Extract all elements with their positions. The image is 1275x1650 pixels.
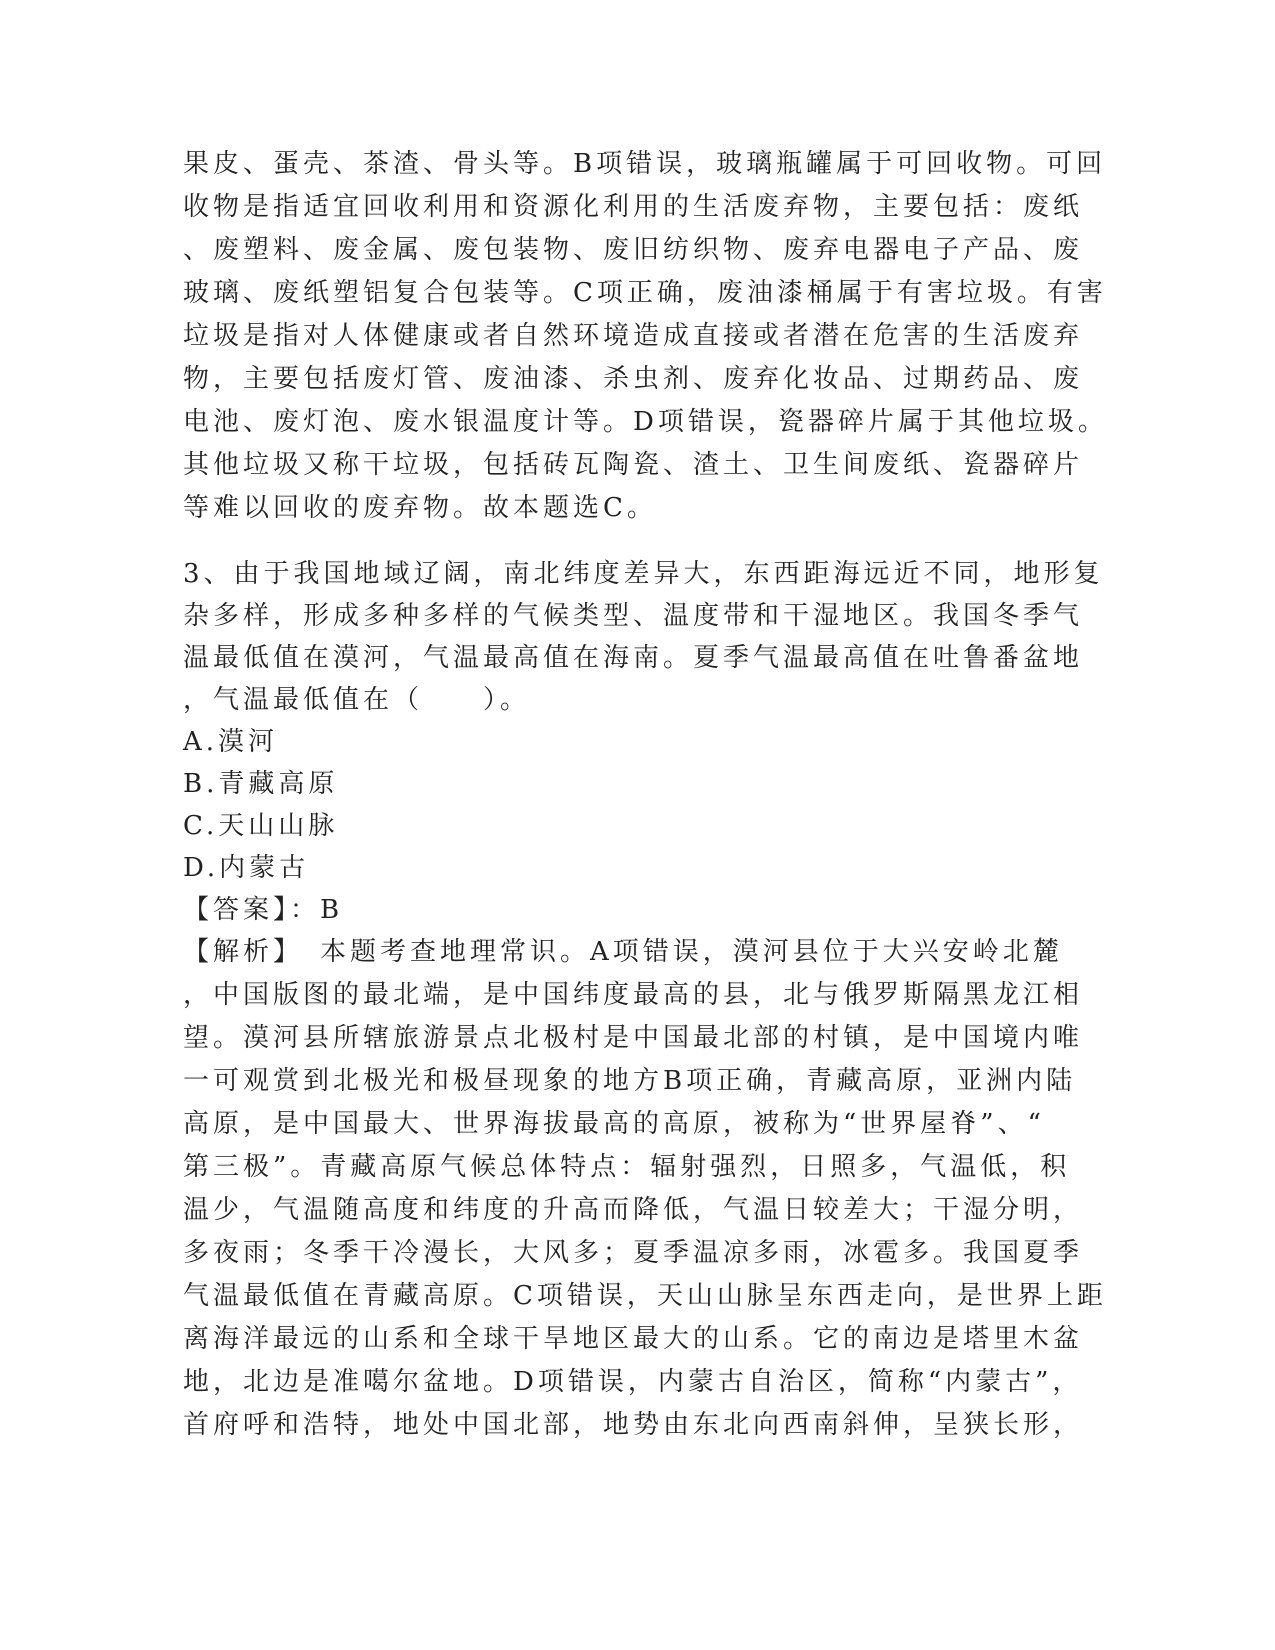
- text-line: 温少，气温随高度和纬度的升高而降低，气温日较差大；干湿分明，: [183, 1195, 1084, 1225]
- text-line: 垃圾是指对人体健康或者自然环境造成直接或者潜在危害的生活废弃: [183, 321, 1084, 351]
- question-options: [183, 721, 1043, 889]
- text-line: 温最低值在漠河，气温最高值在海南。夏季气温最高值在吐鲁番盆地: [183, 643, 1084, 673]
- question-3: [183, 553, 1107, 1447]
- text-line: ，中国版图的最北端，是中国纬度最高的县，北与俄罗斯隔黑龙江相: [183, 980, 1084, 1010]
- analysis: [183, 931, 1107, 1447]
- option-a: A.漠河: [183, 727, 279, 757]
- text-line: 物，主要包括废灯管、废油漆、杀虫剂、废弃化妆品、过期药品、废: [183, 364, 1084, 394]
- text-line: 高原，是中国最大、世界海拔最高的高原，被称为“世界屋脊”、“: [183, 1109, 1045, 1139]
- paragraph-gap: [183, 530, 1043, 553]
- document-page: [183, 143, 1108, 1447]
- text-line: 、废塑料、废金属、废包装物、废旧纺织物、废弃电器电子产品、废: [183, 235, 1084, 265]
- text-line: 第三极”。青藏高原气候总体特点：辐射强烈，日照多，气温低，积: [183, 1152, 1071, 1182]
- text-line: 果皮、蛋壳、茶渣、骨头等。B项错误，玻璃瓶罐属于可回收物。可回: [183, 149, 1107, 179]
- text-line: 杂多样，形成多种多样的气候类型、温度带和干湿地区。我国冬季气: [183, 601, 1084, 631]
- text-line: 收物是指适宜回收利用和资源化利用的生活废弃物，主要包括：废纸: [183, 192, 1084, 222]
- text-line: 玻璃、废纸塑铝复合包装等。C项正确，废油漆桶属于有害垃圾。有害: [183, 278, 1107, 308]
- text-line: 离海洋最远的山系和全球干旱地区最大的山系。它的南边是塔里木盆: [183, 1324, 1084, 1354]
- answer-line: 【答案】：B: [183, 895, 344, 925]
- text-line: 气温最低值在青藏高原。C项错误，天山山脉呈东西走向，是世界上距: [183, 1281, 1107, 1311]
- text-line: 多夜雨；冬季干冷漫长，大风多；夏季温凉多雨，冰雹多。我国夏季: [183, 1238, 1084, 1268]
- text-line: 3、由于我国地域辽阔，南北纬度差异大，东西距海远近不同，地形复: [183, 559, 1104, 589]
- question-stem: [183, 553, 1104, 721]
- text-line: 地，北边是准噶尔盆地。D项错误，内蒙古自治区，简称“内蒙古”，: [183, 1367, 1083, 1397]
- text-line: 一可观赏到北极光和极昼现象的地方B项正确，青藏高原，亚洲内陆: [183, 1066, 1077, 1096]
- previous-explanation: [183, 143, 1108, 530]
- option-b: B.青藏高原: [183, 769, 339, 799]
- text-line: 电池、废灯泡、废水银温度计等。D项错误，瓷器碎片属于其他垃圾。: [183, 407, 1108, 437]
- text-line: 其他垃圾又称干垃圾，包括砖瓦陶瓷、渣土、卫生间废纸、瓷器碎片: [183, 450, 1084, 480]
- text-line: 望。漠河县所辖旅游景点北极村是中国最北部的村镇，是中国境内唯: [183, 1023, 1084, 1053]
- option-c: C.天山山脉: [183, 811, 339, 841]
- text-line: 【解析】 本题考查地理常识。A项错误，漠河县位于大兴安岭北麓: [183, 937, 1063, 967]
- text-line: 首府呼和浩特，地处中国北部，地势由东北向西南斜伸，呈狭长形，: [183, 1410, 1084, 1440]
- option-d: D.内蒙古: [183, 853, 310, 883]
- text-line: 等难以回收的废弃物。故本题选C。: [183, 493, 657, 523]
- text-line: ，气温最低值在（ ）。: [183, 685, 531, 715]
